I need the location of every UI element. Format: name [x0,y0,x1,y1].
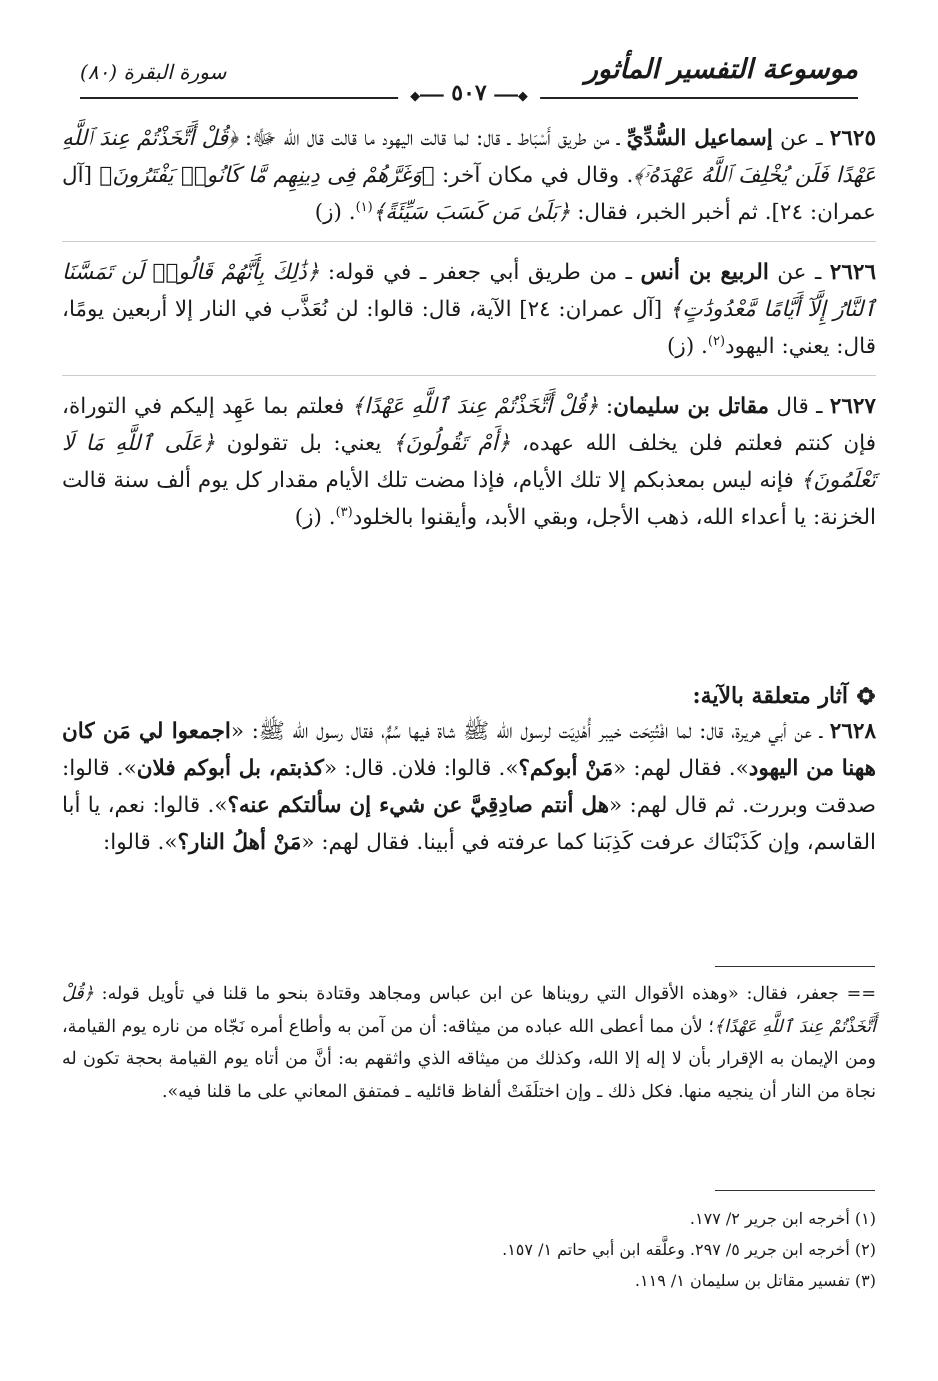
bold-name: مَنْ أهلُ النار؟ [177,830,302,855]
footnote-continuation-text [62,978,876,1108]
footnotes [62,1203,876,1296]
text-run: يعني: بل تقولون [215,431,393,456]
text-run: ـ من طريق أبي جعفر ـ في قوله: [319,260,641,285]
paragraph-2626 [62,254,876,376]
bold-name: مقاتل بن سليمان [613,394,770,419]
text-run: ـ عن أبي هريرة، قال: لما افْتُتِحَت خيبر أُهْدِيَت لرسول الله ﷺ شاة فيها سُمٌّ، فقال رسول الله ﷺ: « [230,719,830,744]
quran-verse: ﴿ذَٰلِكَ بِأَنَّهُمْ قَالُوا۟ لَن تَمَسَّنَا ٱلنَّارُ إِلَّآ أَيَّامًا مَّعْدُودَٰتٍ﴾ [62,260,876,322]
paragraph-number: ٢٦٢٦ [829,260,876,285]
text-run: [آل عمران: ٢٤]. ثم أخبر الخبر، فقال: [62,163,876,225]
page-number-box [398,80,540,106]
main-text [62,120,876,558]
main-text-continued [62,713,876,871]
book-title: موسوعة التفسير المأثور [584,54,858,85]
text-run: فعلتم بما عَهِد إليكم في التوراة، فإن كنتم فعلتم فلن يخلف الله عهده، [62,394,877,456]
text-run: : [598,394,614,419]
text-run: ». قالوا: [103,830,178,855]
quran-verse: ﴿أَمْ تَقُولُونَ﴾ [392,431,511,456]
page-number: ٥٠٧ [451,80,487,106]
text-run: ». قالوا: فلان. قال: « [323,756,519,781]
paragraph-number: ٢٦٢٥ [829,126,876,151]
ornament-right-icon: ◆━━━ [494,89,528,104]
surah-title: سورة البقرة (٨٠) [80,60,227,84]
footnote-rule-2 [715,1190,875,1191]
text-run: فإنه ليس بمعذبكم إلا تلك الأيام، فإذا مضت تلك الأيام مقدار كل يوم ألف سنة قالت الخزنة: يا أعداء الله، ذهب الأجل، وبقي الأبد، وأيقنوا بالخلود [62,468,876,530]
bold-name: هل أنتم صادِقِيَّ عن شيء إن سألتكم عنه؟ [227,793,610,818]
paragraph-2628 [62,713,876,871]
footnote-ref: (٣) [335,504,353,520]
page-header [80,50,858,105]
text-run: . وقال في مكان آخر: [434,163,634,188]
footnote-1: (١) أخرجه ابن جرير ٢/ ١٧٧. [689,1209,876,1228]
text-run: ـ عن [772,126,830,151]
section-heading-text: آثار متعلقة بالآية: [692,683,848,709]
paragraph-number: ٢٦٢٨ [829,719,876,744]
text-run: ». قالوا: صدقت وبررت. ثم قال لهم: « [62,756,876,818]
paragraph-2625 [62,120,876,242]
text-run: . (ز) [667,334,708,359]
quran-verse: ﴿قُلْ أَتَّخَذْتُمْ عِندَ ٱللَّهِ عَهْدًا فَلَن يُخْلِفَ ٱللَّهُ عَهْدَهُۥٓ﴾ [62,126,876,188]
bold-name: الربيع بن أنس [640,260,769,285]
bold-name: كذبتم، بل أبوكم فلان [136,756,324,781]
text-run: . (ز) [294,505,336,530]
ornament-left-icon: ━━━◆ [410,89,444,104]
text-run: ؛ لأن مما أعطى الله عباده من ميثاقه: أن من آمن به وأطاع أمره نَجّاه من ناره يوم القيامة، ومن الإيمان به الإقرار بأن لا إله إلا الله، وكذلك من ميثاقه الذي واثقهم به: أنَّ من أتاه يوم القيامة بحجة تكون له نجاة من النار أن ينجيه منها. فكل ذلك ـ وإن اختلَفَتْ ألفاظ قائليه ـ فمتفق المعاني على ما قلنا فيه». [62,1016,876,1102]
paragraph-number: ٢٦٢٧ [829,394,876,419]
text-run: ـ من طريق أَسْبَاط ـ قال: لما قالت اليهود ما قالت قال الله ﷻ: [237,126,627,151]
quran-verse: ﴿قُلْ أَتَّخَذْتُمْ عِندَ ٱللَّهِ عَهْدًا﴾ [351,394,599,419]
quran-verse: ﴿قُلْ أَتَّخَذْتُمْ عِندَ ٱللَّهِ عَهْدًا﴾ [62,984,876,1037]
bold-name: اجمعوا لي مَن كان ههنا من اليهود [62,719,877,781]
text-run: . (ز) [314,200,356,225]
footnote-continuation [62,978,876,1108]
footnote-ref: (١) [355,199,373,215]
text-run: == جعفر، فقال: «وهذه الأقوال التي رويناها عن ابن عباس ومجاهد وقتادة بنحو ما قلنا في تأويل قوله: [93,984,876,1004]
bold-name: مَنْ أبوكم؟ [518,756,614,781]
flower-ornament-icon [856,686,876,706]
bold-name: إسماعيل السُّدِّيِّ [626,126,773,151]
quran-verse: ﴿عَلَى ٱللَّهِ مَا لَا تَعْلَمُونَ﴾ [62,431,876,493]
footnote-rule [715,966,875,967]
footnote-ref: (٢) [707,333,726,349]
quran-verse: ﴿بَلَىٰ مَن كَسَبَ سَيِّئَةً﴾ [372,200,571,225]
quran-verse: ﴿وَغَرَّهُمْ فِى دِينِهِم مَّا كَانُوا۟ يَفْتَرُونَ﴾ [99,163,435,188]
text-run: ـ عن [768,260,830,285]
footnote-3: (٣) تفسير مقاتل بن سليمان ١/ ١١٩. [634,1271,876,1290]
text-run: ». فقال لهم: « [613,756,749,781]
text-run: ». قالوا: نعم، يا أبا القاسم، وإن كَذَبْنَاك عرفت كَذِبَنا كما عرفته في أبينا. فقال لهم: « [62,793,876,855]
footnote-2: (٢) أخرجه ابن جرير ٥/ ٢٩٧. وعلَّقه ابن أبي حاتم ١/ ١٥٧. [502,1240,876,1259]
text-run: [آل عمران: ٢٤] الآية، قال: قالوا: لن نُعَذَّب في النار إلا أربعين يومًا، قال: يعني: اليهود [62,297,876,359]
text-run: ـ قال [769,394,830,419]
paragraph-2627 [62,388,876,546]
section-heading [692,683,876,709]
